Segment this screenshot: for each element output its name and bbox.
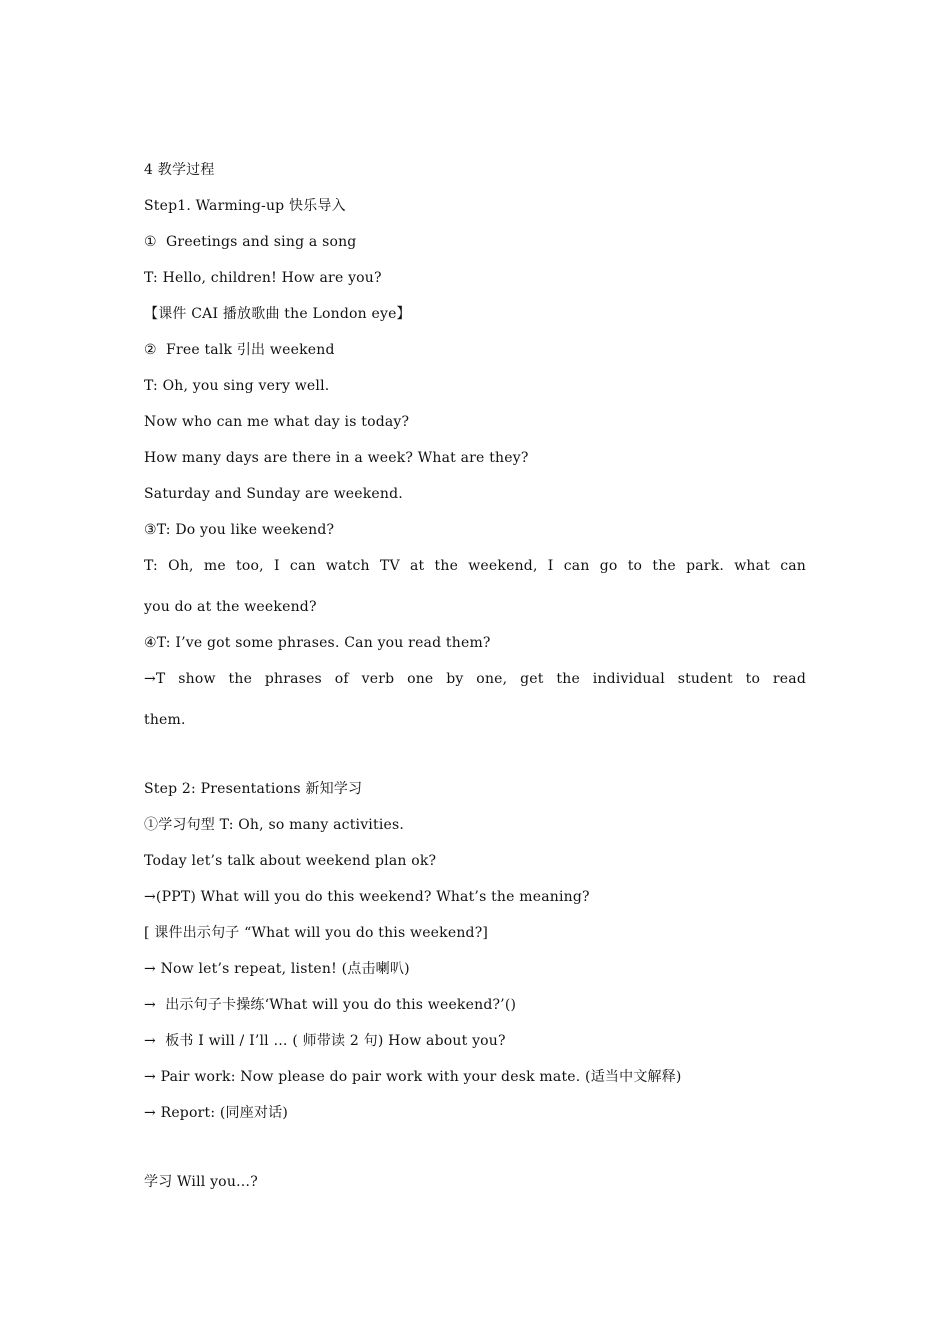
text-line: them. <box>144 712 186 728</box>
text-line: ① Greetings and sing a song <box>144 234 357 250</box>
text-line: you do at the weekend? <box>144 599 317 615</box>
text-line: T: Oh, me too, I can watch TV at the weekend, I can go to the park. what can <box>144 558 806 574</box>
text-line: ② Free talk 引出 weekend <box>144 342 335 358</box>
text-line: How many days are there in a week? What are they? <box>144 450 529 466</box>
subsection-heading: 学习 Will you…? <box>144 1174 258 1190</box>
step-1-heading: Step1. Warming-up 快乐导入 <box>144 198 346 214</box>
text-line: Saturday and Sunday are weekend. <box>144 486 403 502</box>
section-heading: 4 教学过程 <box>144 162 215 178</box>
text-line: →(PPT) What will you do this weekend? What’s the meaning? <box>144 889 590 905</box>
text-line: [ 课件出示句子 “What will you do this weekend?] <box>144 925 489 941</box>
text-line: → 出示句子卡操练‘What will you do this weekend?’() <box>144 997 517 1013</box>
step-2-heading: Step 2: Presentations 新知学习 <box>144 781 363 797</box>
text-line: →T show the phrases of verb one by one, get the individual student to read <box>144 671 806 687</box>
text-line: ③T: Do you like weekend? <box>144 522 335 538</box>
text-line: ①学习句型 T: Oh, so many activities. <box>144 817 405 833</box>
text-line: Now who can me what day is today? <box>144 414 410 430</box>
text-line: T: Oh, you sing very well. <box>144 378 330 394</box>
text-line: 【课件 CAI 播放歌曲 the London eye】 <box>144 306 411 322</box>
text-line: → Now let’s repeat, listen! (点击喇叭) <box>144 961 410 977</box>
text-line: → Report: (同座对话) <box>144 1105 289 1121</box>
text-line: Today let’s talk about weekend plan ok? <box>144 853 437 869</box>
text-line: T: Hello, children! How are you? <box>144 270 382 286</box>
text-line: → Pair work: Now please do pair work with your desk mate. (适当中文解释) <box>144 1069 682 1085</box>
text-line: → 板书 I will / I’ll … ( 师带读 2 句) How about you? <box>144 1033 506 1049</box>
text-line: ④T: I’ve got some phrases. Can you read them? <box>144 635 491 651</box>
